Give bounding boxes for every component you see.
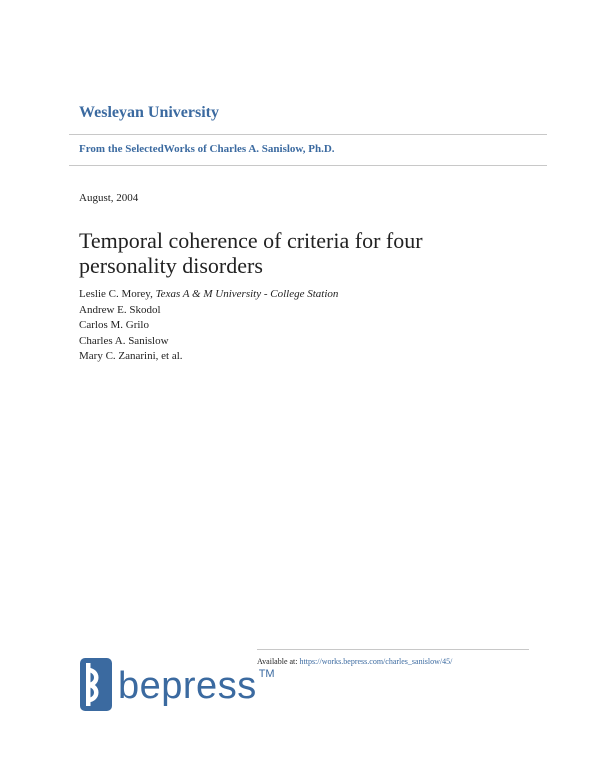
institution-name: Wesleyan University <box>79 104 219 121</box>
author-name: Charles A. Sanislow <box>79 334 169 347</box>
footer-divider <box>257 649 529 650</box>
bepress-logo[interactable] <box>80 656 275 712</box>
author-name: Mary C. Zanarini, et al. <box>79 350 183 362</box>
author-item <box>79 318 338 334</box>
author-affiliation: Texas A & M University - College Station <box>155 288 339 300</box>
publication-date: August, 2004 <box>79 192 139 204</box>
bepress-logo-icon <box>80 658 112 711</box>
header-divider-bottom <box>69 165 547 166</box>
author-item <box>79 303 338 319</box>
author-item <box>79 349 338 365</box>
author-item <box>79 287 338 303</box>
paper-title: Temporal coherence of criteria for four personality disorders <box>79 228 423 278</box>
header-divider-top <box>69 134 547 135</box>
available-url-link[interactable]: https://works.bepress.com/charles_sanislow/45/ <box>299 657 453 666</box>
trademark-mark: TM <box>258 668 275 680</box>
available-at-line <box>257 657 452 666</box>
author-item <box>79 334 338 350</box>
selected-works-line[interactable]: From the SelectedWorks of Charles A. Sanislow, Ph.D. <box>79 143 335 155</box>
author-name: Andrew E. Skodol <box>79 303 161 316</box>
bepress-wordmark: bepress <box>118 665 257 707</box>
author-name: Leslie C. Morey, <box>79 288 156 300</box>
author-name: Carlos M. Grilo <box>79 319 149 331</box>
available-label: Available at: <box>257 657 300 666</box>
author-list <box>79 287 338 365</box>
